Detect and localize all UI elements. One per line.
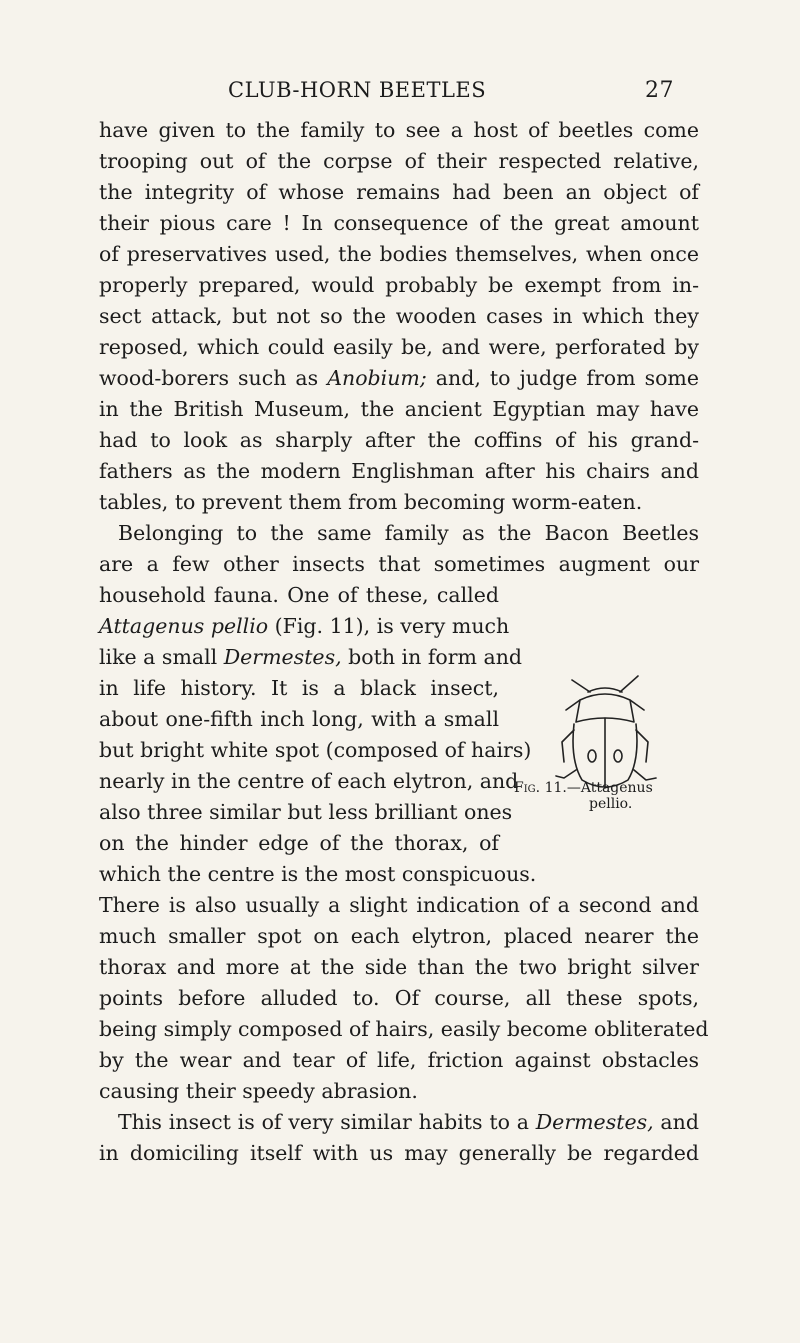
- beetle-illustration: [510, 670, 700, 795]
- text-run: like a small: [99, 645, 224, 669]
- text-line: the integrity of whose remains had been an object of: [99, 180, 699, 204]
- text-line: sect attack, but not so the wooden cases in which they: [99, 304, 699, 328]
- text-line: but bright white spot (composed of hairs): [99, 738, 532, 762]
- text-line: in life history. It is a black insect,: [99, 676, 499, 700]
- text-line: [99, 612, 510, 640]
- genus-name: Dermestes,: [223, 645, 342, 669]
- genus-name: Anobium;: [327, 366, 427, 390]
- text-run: This insect is of very similar habits to a: [118, 1110, 536, 1134]
- text-run: both in form and: [341, 645, 523, 669]
- text-line: their pious care ! In consequence of the great amount: [99, 211, 699, 235]
- text-line: of preservatives used, the bodies themselves, when once: [99, 242, 699, 266]
- genus-name: Dermestes,: [535, 1110, 654, 1134]
- text-line: by the wear and tear of life, friction against obstacles: [99, 1048, 699, 1072]
- text-line: which the centre is the most conspicuous.: [99, 862, 537, 886]
- text-line: are a few other insects that sometimes augment our: [99, 552, 699, 576]
- text-line: had to look as sharply after the coffins of his grand-: [99, 428, 699, 452]
- paragraph-start: Belonging to the same family as the Bacon Beetles: [118, 521, 699, 545]
- text-run: and, to judge from some: [426, 366, 699, 390]
- text-line: There is also usually a slight indication of a second and: [99, 893, 699, 917]
- species-name: Attagenus pellio: [99, 614, 269, 638]
- text-line: properly prepared, would probably be exempt from in-: [99, 273, 699, 297]
- text-line: [99, 364, 699, 392]
- figure-caption-text: pellio.: [589, 796, 633, 812]
- text-line: reposed, which could easily be, and were, perforated by: [99, 335, 699, 359]
- text-line: in the British Museum, the ancient Egyptian may have: [99, 397, 699, 421]
- text-line: thorax and more at the side than the two bright silver: [99, 955, 699, 979]
- text-line: in domiciling itself with us may generally be regarded: [99, 1141, 699, 1165]
- text-line: trooping out of the corpse of their respected relative,: [99, 149, 699, 173]
- text-line: on the hinder edge of the thorax, of: [99, 831, 499, 855]
- text-line: household fauna. One of these, called: [99, 583, 499, 607]
- text-line: causing their speedy abrasion.: [99, 1079, 418, 1103]
- text-run: (Fig. 11), is very much: [274, 614, 510, 638]
- text-line: [99, 643, 523, 671]
- text-line: much smaller spot on each elytron, placed nearer the: [99, 924, 699, 948]
- text-line: points before alluded to. Of course, all these spots,: [99, 986, 699, 1010]
- text-line: also three similar but less brilliant ones: [99, 800, 513, 824]
- text-run: and: [653, 1110, 699, 1134]
- paragraph-start: [99, 1108, 699, 1136]
- figure-label: Fig.: [514, 780, 541, 796]
- text-run: wood-borers such as: [99, 366, 328, 390]
- text-line: tables, to prevent them from becoming worm-eaten.: [99, 490, 643, 514]
- text-line: fathers as the modern Englishman after his chairs and: [99, 459, 699, 483]
- figure-caption-text: 11.—Attagenus: [544, 780, 653, 796]
- running-title: CLUB-HORN BEETLES: [228, 78, 487, 102]
- page-number: 27: [645, 78, 674, 103]
- text-line: have given to the family to see a host of beetles come: [99, 118, 699, 142]
- figure-caption: [514, 780, 704, 812]
- text-line: being simply composed of hairs, easily become obliterated: [99, 1017, 709, 1041]
- text-line: about one-fifth inch long, with a small: [99, 707, 499, 731]
- text-line: nearly in the centre of each elytron, and: [99, 769, 519, 793]
